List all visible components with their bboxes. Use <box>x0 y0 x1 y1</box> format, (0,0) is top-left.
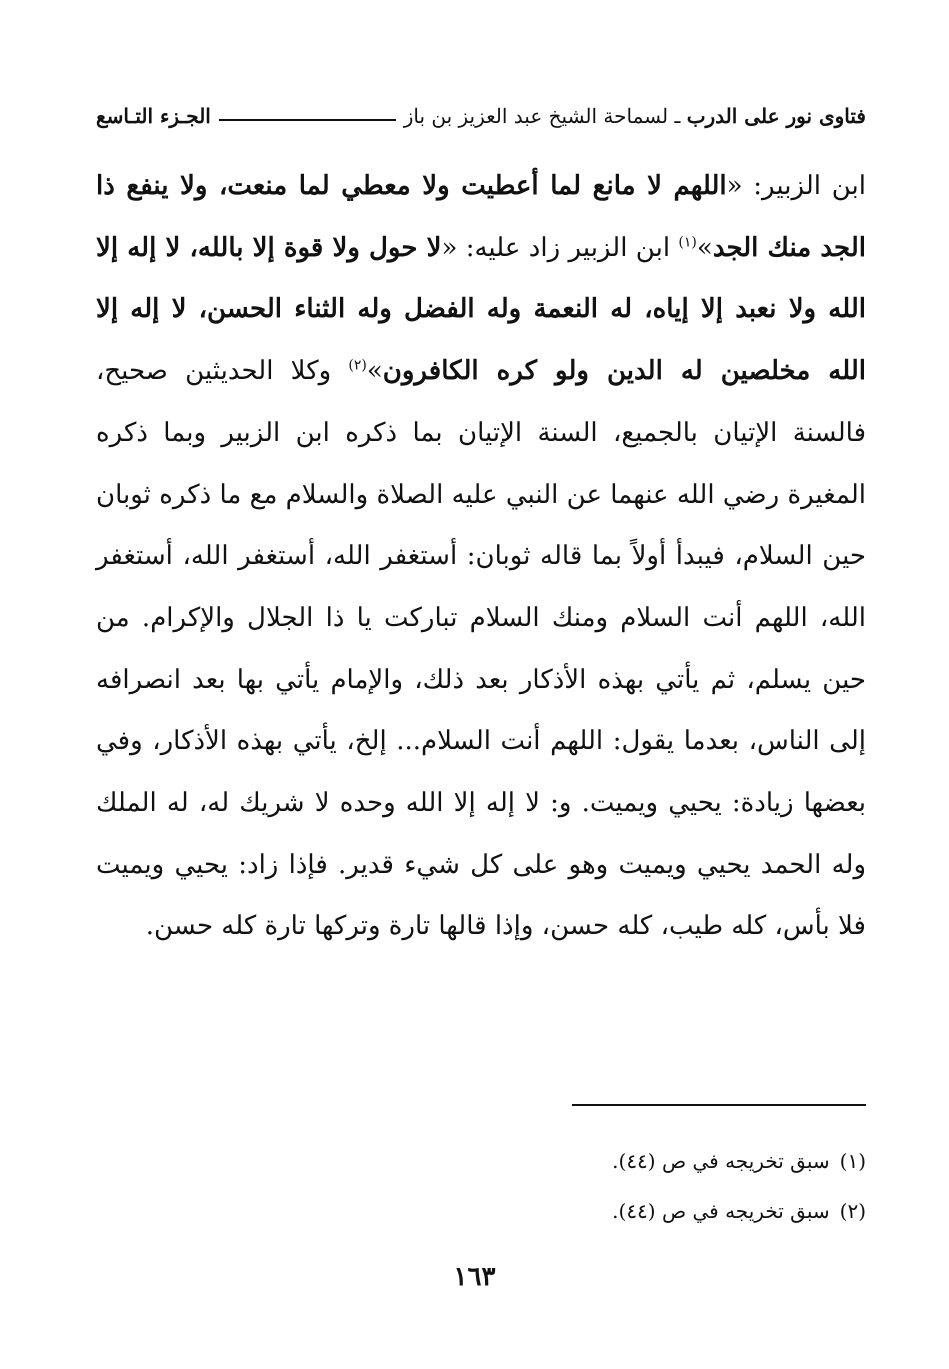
header-rule <box>219 119 396 121</box>
footnote-2 <box>96 1186 866 1236</box>
book-title: فتاوى نور على الدرب <box>686 104 866 128</box>
page-number: ١٦٣ <box>453 1262 496 1292</box>
text-segment: وكلا الحديثين صحيح، فالسنة الإتيان بالجميع، السنة الإتيان بما ذكره ابن الزبير وبما ذكره المغيرة رضي الله عنهما عن النبي عليه الصلاة والسلام مع ما ذكره ثوبان حين السلام، فيبدأ أولاً بما قاله ثوبان: أستغفر الله، أستغفر الله، أستغفر الله، اللهم أنت السلام ومنك السلام تباركت يا ذا الجلال والإكرام. من حين يسلم، ثم يأتي بهذه الأذكار بعد ذلك، والإمام يأتي بها بعد انصرافه إلى الناس، بعدما يقول: اللهم أنت السلام... إلخ، يأتي بهذه الأذكار، وفي بعضها زيادة: يحيي ويميت. و: لا إله إلا الله وحده لا شريك له، له الملك وله الحمد يحيي ويميت وهو على كل شيء قدير. فإذا زاد: يحيي ويميت فلا بأس، كله طيب، كله حسن، وإذا قالها تارة وتركها تارة كله حسن. <box>96 356 866 942</box>
scholar-name: ـ لسماحة الشيخ عبد العزيز بن باز <box>403 104 681 128</box>
volume-label: الجـزء التـاسع <box>96 104 211 128</box>
footnote-ref-1[interactable]: (١) <box>678 234 697 251</box>
main-text <box>96 156 866 958</box>
footnote-text: سبق تخريجه في ص (٤٤). <box>612 1149 830 1173</box>
text-segment: » <box>696 232 713 263</box>
footnote-number: (٢) <box>839 1199 866 1223</box>
text-segment: ابن الزبير: « <box>726 171 866 201</box>
footnote-text: سبق تخريجه في ص (٤٤). <box>612 1199 830 1223</box>
text-segment: ابن الزبير زاد عليه: « <box>441 232 679 263</box>
footnote-divider <box>572 1104 866 1106</box>
footnote-1 <box>96 1136 866 1186</box>
footnote-ref-2[interactable]: (٢) <box>348 357 367 374</box>
text-segment: » <box>366 356 383 387</box>
running-header <box>96 96 866 136</box>
footnote-number: (١) <box>839 1149 866 1173</box>
footnotes <box>96 1136 866 1236</box>
header-text <box>404 104 866 128</box>
hadith-quote-1: اللهم لا مانع لما أعطيت ولا معطي لما منعت، ولا ينفع ذا الجد منك الجد <box>96 171 866 263</box>
hadith-quote-2: لا حول ولا قوة إلا بالله، لا إله إلا الله ولا نعبد إلا إياه، له النعمة وله الفضل وله الثناء الحسن، لا إله إلا الله مخلصين له الدين ولو كره الكافرون <box>96 232 867 387</box>
